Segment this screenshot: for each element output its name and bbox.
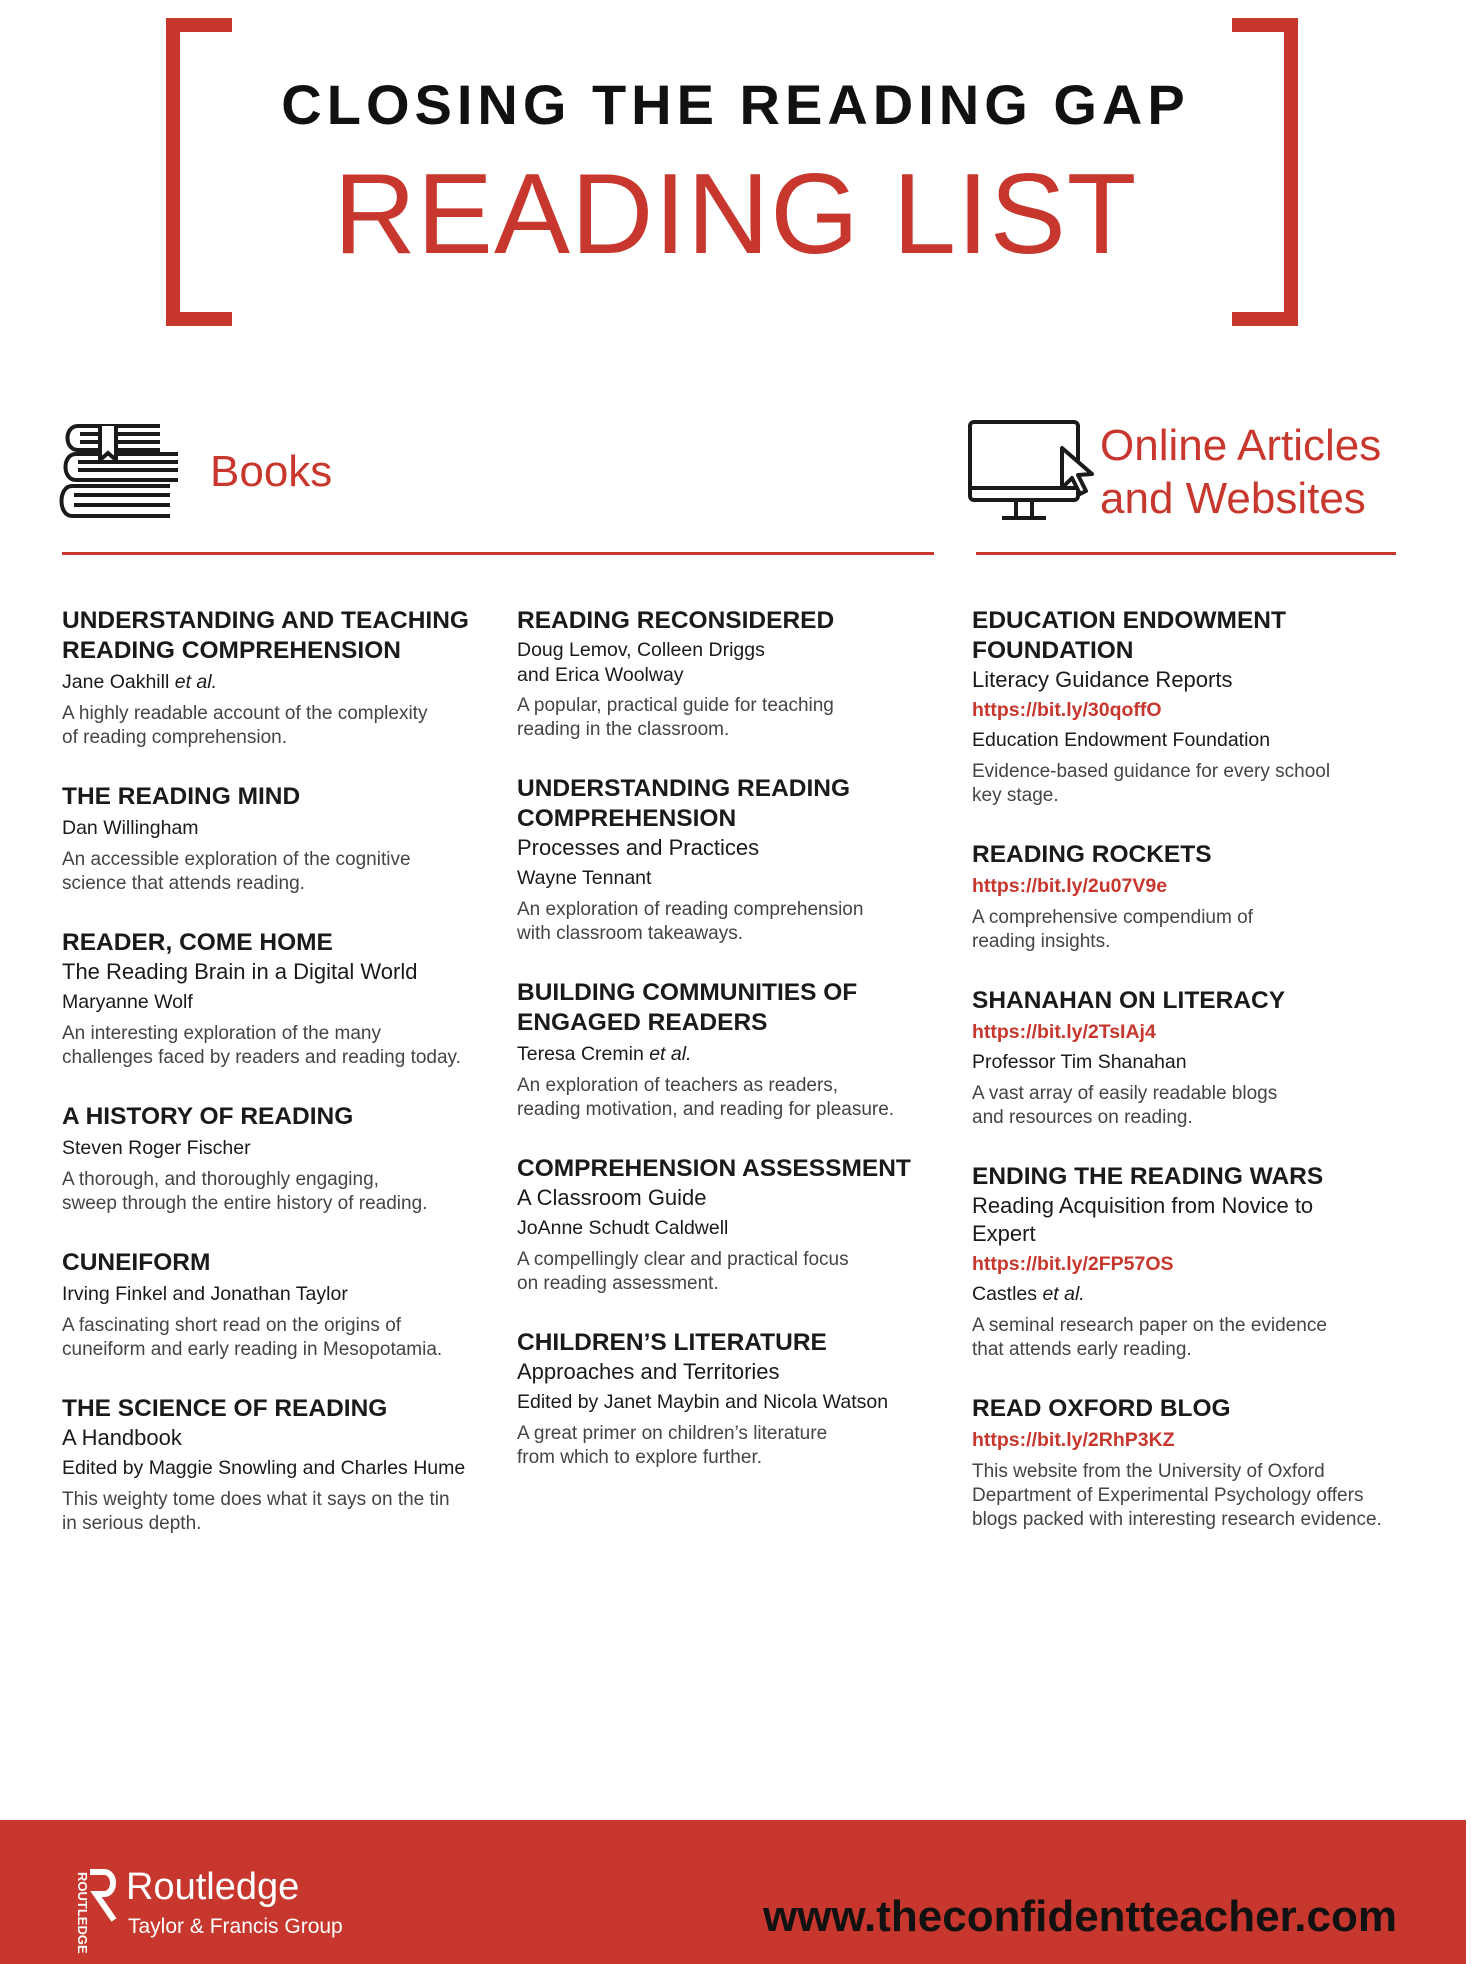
book-author: Dan Willingham <box>62 817 199 839</box>
book-entry <box>517 774 937 946</box>
book-author: Doug Lemov, Colleen Driggs and Erica Woolway <box>517 639 765 686</box>
book-entry <box>62 1394 502 1536</box>
book-description: An interesting exploration of the many challenges faced by readers and reading today. <box>62 1023 461 1068</box>
book-subtitle: A Handbook <box>62 1425 182 1450</box>
website-description: Evidence-based guidance for every school key stage. <box>972 761 1331 806</box>
book-description: A fascinating short read on the origins of cuneiform and early reading in Mesopotamia. <box>62 1315 443 1360</box>
book-title-line2: READING COMPREHENSION <box>62 637 401 664</box>
books-divider <box>62 552 934 555</box>
book-author: Edited by Janet Maybin and Nicola Watson <box>517 1391 889 1413</box>
book-description: This weighty tome does what it says on the tin in serious depth. <box>62 1489 450 1534</box>
logo-vertical-text: ROUTLEDGE <box>75 1872 90 1954</box>
website-description: A vast array of easily readable blogs and resources on reading. <box>972 1083 1278 1128</box>
website-description: A comprehensive compendium of reading insights. <box>972 907 1253 952</box>
book-title: UNDERSTANDING READING <box>517 775 851 802</box>
website-title-line2: FOUNDATION <box>972 637 1134 664</box>
page-subtitle: CLOSING THE READING GAP <box>281 73 1190 136</box>
website-title: READING ROCKETS <box>972 841 1212 868</box>
online-title-line1: Online Articles <box>1100 421 1382 470</box>
website-description: This website from the University of Oxford Department of Experimental Psychology offers blogs packed with interesting research evidence. <box>972 1461 1382 1530</box>
book-author: Irving Finkel and Jonathan Taylor <box>62 1283 348 1305</box>
book-subtitle: The Reading Brain in a Digital World <box>62 959 418 984</box>
online-title-line2: and Websites <box>1100 473 1366 523</box>
book-author: Wayne Tennant <box>517 867 652 889</box>
book-entry <box>62 928 502 1070</box>
website-link[interactable]: https://bit.ly/2FP57OS <box>972 1253 1174 1275</box>
book-entry <box>62 606 502 750</box>
book-author: Jane Oakhill et al. <box>62 671 218 693</box>
book-description: An accessible exploration of the cognitive science that attends reading. <box>62 849 411 894</box>
website-link[interactable]: https://bit.ly/30qoffO <box>972 699 1162 721</box>
website-entry <box>972 606 1412 808</box>
books-icon <box>60 420 186 524</box>
logo-name: Routledge <box>126 1866 300 1908</box>
routledge-r-icon <box>84 1868 120 1924</box>
book-author: Maryanne Wolf <box>62 991 193 1013</box>
website-entry <box>972 840 1412 954</box>
website-subtitle: Literacy Guidance Reports <box>972 667 1233 692</box>
book-title-line2: ENGAGED READERS <box>517 1009 768 1036</box>
book-author: Edited by Maggie Snowling and Charles Hume <box>62 1457 466 1479</box>
book-title: THE READING MIND <box>62 783 301 810</box>
book-entry <box>517 606 937 742</box>
book-title: CUNEIFORM <box>62 1249 211 1276</box>
page-title: READING LIST <box>333 151 1138 278</box>
book-title-line2: COMPREHENSION <box>517 805 737 832</box>
book-description: A popular, practical guide for teaching reading in the classroom. <box>517 695 834 740</box>
book-title: COMPREHENSION ASSESSMENT <box>517 1155 911 1182</box>
book-description: A highly readable account of the complexity of reading comprehension. <box>62 703 428 748</box>
book-entry <box>517 978 937 1122</box>
book-subtitle: Processes and Practices <box>517 835 760 860</box>
book-subtitle: A Classroom Guide <box>517 1185 707 1210</box>
website-title: READ OXFORD BLOG <box>972 1395 1231 1422</box>
books-column-1 <box>62 606 502 1568</box>
online-column <box>972 606 1412 1564</box>
routledge-logo-mark <box>56 1870 90 1954</box>
book-title: BUILDING COMMUNITIES OF <box>517 979 858 1006</box>
computer-icon <box>966 418 1094 524</box>
book-title: READER, COME HOME <box>62 929 333 956</box>
website-title: EDUCATION ENDOWMENT <box>972 607 1286 634</box>
book-author: JoAnne Schudt Caldwell <box>517 1217 729 1239</box>
website-entry <box>972 1394 1412 1532</box>
website-author: Education Endowment Foundation <box>972 729 1271 751</box>
book-description: A great primer on children’s literature from which to explore further. <box>517 1423 828 1468</box>
book-author: Steven Roger Fischer <box>62 1137 251 1159</box>
website-subtitle: Reading Acquisition from Novice to Expert <box>972 1193 1314 1246</box>
book-title: READING RECONSIDERED <box>517 607 835 634</box>
website-description: A seminal research paper on the evidence that attends early reading. <box>972 1315 1327 1360</box>
book-entry <box>62 1102 502 1216</box>
logo-subtitle: Taylor & Francis Group <box>128 1915 343 1938</box>
book-description: An exploration of reading comprehension with classroom takeaways. <box>517 899 864 944</box>
online-divider <box>976 552 1396 555</box>
books-column-2 <box>517 606 937 1502</box>
book-title: CHILDREN’S LITERATURE <box>517 1329 827 1356</box>
website-author: Castles et al. <box>972 1283 1085 1305</box>
online-section-title <box>1100 420 1381 526</box>
book-description: A compellingly clear and practical focus on reading assessment. <box>517 1249 849 1294</box>
website-title: ENDING THE READING WARS <box>972 1163 1324 1190</box>
website-link[interactable]: https://bit.ly/2RhP3KZ <box>972 1429 1175 1451</box>
website-author: Professor Tim Shanahan <box>972 1051 1187 1073</box>
book-entry <box>517 1328 937 1470</box>
website-url[interactable]: www.theconfidentteacher.com <box>762 1892 1397 1941</box>
website-link[interactable]: https://bit.ly/2TsIAj4 <box>972 1021 1156 1043</box>
website-entry <box>972 986 1412 1130</box>
book-title: UNDERSTANDING AND TEACHING <box>62 607 469 634</box>
book-description: A thorough, and thoroughly engaging, sweep through the entire history of reading. <box>62 1169 428 1214</box>
website-link[interactable]: https://bit.ly/2u07V9e <box>972 875 1168 897</box>
book-entry <box>517 1154 937 1296</box>
book-description: An exploration of teachers as readers, reading motivation, and reading for pleasure. <box>517 1075 895 1120</box>
books-section-title: Books <box>210 447 333 496</box>
book-author: Teresa Cremin et al. <box>517 1043 692 1065</box>
book-entry <box>62 1248 502 1362</box>
website-entry <box>972 1162 1412 1362</box>
book-title: THE SCIENCE OF READING <box>62 1395 388 1422</box>
book-entry <box>62 782 502 896</box>
book-title: A HISTORY OF READING <box>62 1103 354 1130</box>
book-subtitle: Approaches and Territories <box>517 1359 780 1384</box>
website-title: SHANAHAN ON LITERACY <box>972 987 1286 1014</box>
